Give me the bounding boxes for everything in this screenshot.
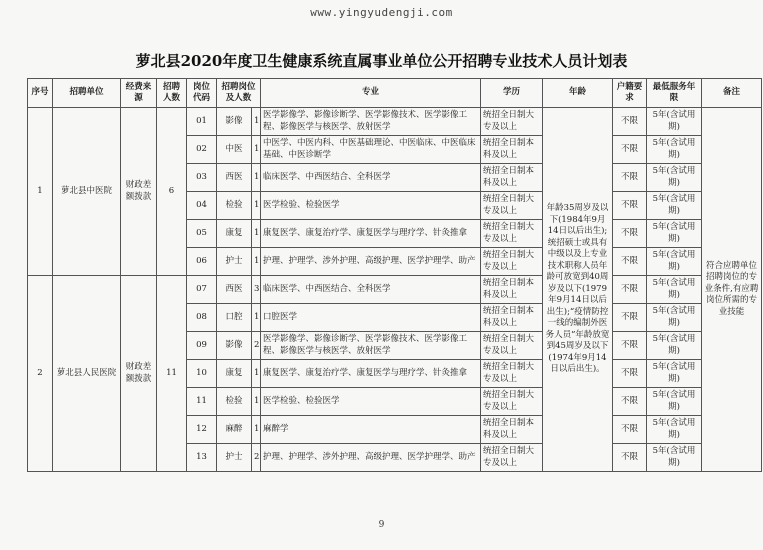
watermark-url: www.yingyudengji.com [310, 6, 453, 19]
header-age: 年龄 [543, 79, 613, 108]
cell-education: 统招全日制大专及以上 [481, 444, 543, 472]
cell-post-code: 07 [187, 276, 217, 304]
cell-post-code: 12 [187, 416, 217, 444]
cell-post-name: 检验 [217, 388, 252, 416]
cell-post-code: 10 [187, 360, 217, 388]
cell-education: 统招全日制本科及以上 [481, 164, 543, 192]
cell-post-num: 1 [252, 136, 261, 164]
cell-service: 5年(含试用期) [647, 276, 702, 304]
cell-education: 统招全日制大专及以上 [481, 248, 543, 276]
header-remarks: 备注 [702, 79, 762, 108]
cell-education: 统招全日制大专及以上 [481, 192, 543, 220]
cell-hukou: 不限 [613, 108, 647, 136]
cell-service: 5年(含试用期) [647, 360, 702, 388]
cell-post-code: 11 [187, 388, 217, 416]
cell-post-name: 康复 [217, 220, 252, 248]
header-education: 学历 [481, 79, 543, 108]
header-funding: 经费来源 [121, 79, 157, 108]
cell-seq: 2 [28, 276, 53, 472]
cell-post-name: 西医 [217, 164, 252, 192]
cell-funding: 财政差额拨款 [121, 276, 157, 472]
cell-education: 统招全日制本科及以上 [481, 304, 543, 332]
cell-service: 5年(含试用期) [647, 416, 702, 444]
cell-major: 护理、护理学、涉外护理、高级护理、医学护理学、助产 [261, 444, 481, 472]
header-hukou: 户籍要求 [613, 79, 647, 108]
cell-education: 统招全日制本科及以上 [481, 136, 543, 164]
cell-post-num: 3 [252, 276, 261, 304]
cell-hukou: 不限 [613, 388, 647, 416]
cell-service: 5年(含试用期) [647, 108, 702, 136]
cell-post-num: 1 [252, 220, 261, 248]
cell-post-code: 05 [187, 220, 217, 248]
cell-count: 11 [157, 276, 187, 472]
cell-post-name: 护士 [217, 444, 252, 472]
cell-post-name: 麻醉 [217, 416, 252, 444]
cell-post-num: 1 [252, 360, 261, 388]
cell-seq: 1 [28, 108, 53, 276]
header-count: 招聘人数 [157, 79, 187, 108]
cell-post-num: 1 [252, 416, 261, 444]
cell-major: 麻醉学 [261, 416, 481, 444]
cell-unit: 萝北县中医院 [53, 108, 121, 276]
cell-remarks: 符合应聘单位招聘岗位的专业条件,有应聘岗位所需的专业技能 [702, 108, 762, 472]
cell-post-name: 护士 [217, 248, 252, 276]
cell-service: 5年(含试用期) [647, 220, 702, 248]
cell-education: 统招全日制大专及以上 [481, 388, 543, 416]
header-major: 专业 [261, 79, 481, 108]
cell-post-num: 1 [252, 304, 261, 332]
cell-education: 统招全日制大专及以上 [481, 332, 543, 360]
cell-hukou: 不限 [613, 360, 647, 388]
cell-education: 统招全日制大专及以上 [481, 108, 543, 136]
cell-hukou: 不限 [613, 248, 647, 276]
cell-major: 临床医学、中西医结合、全科医学 [261, 164, 481, 192]
cell-major: 口腔医学 [261, 304, 481, 332]
cell-service: 5年(含试用期) [647, 164, 702, 192]
table-row [28, 276, 762, 304]
cell-post-code: 06 [187, 248, 217, 276]
cell-post-num: 1 [252, 192, 261, 220]
cell-unit: 萝北县人民医院 [53, 276, 121, 472]
header-seq: 序号 [28, 79, 53, 108]
cell-service: 5年(含试用期) [647, 332, 702, 360]
cell-post-code: 13 [187, 444, 217, 472]
cell-service: 5年(含试用期) [647, 248, 702, 276]
header-post-count: 招聘岗位及人数 [217, 79, 261, 108]
cell-service: 5年(含试用期) [647, 388, 702, 416]
cell-hukou: 不限 [613, 416, 647, 444]
cell-post-name: 影像 [217, 108, 252, 136]
cell-post-num: 1 [252, 388, 261, 416]
cell-major: 医学影像学、影像诊断学、医学影像技术、医学影像工程、影像医学与核医学、放射医学 [261, 332, 481, 360]
cell-education: 统招全日制大专及以上 [481, 360, 543, 388]
header-service: 最低服务年限 [647, 79, 702, 108]
cell-education: 统招全日制大专及以上 [481, 220, 543, 248]
header-unit: 招聘单位 [53, 79, 121, 108]
cell-post-name: 康复 [217, 360, 252, 388]
cell-post-name: 口腔 [217, 304, 252, 332]
cell-major: 康复医学、康复治疗学、康复医学与理疗学、针灸推拿 [261, 220, 481, 248]
cell-major: 护理、护理学、涉外护理、高级护理、医学护理学、助产 [261, 248, 481, 276]
cell-hukou: 不限 [613, 164, 647, 192]
cell-major: 医学影像学、影像诊断学、医学影像技术、医学影像工程、影像医学与核医学、放射医学 [261, 108, 481, 136]
cell-post-num: 2 [252, 444, 261, 472]
cell-hukou: 不限 [613, 276, 647, 304]
cell-post-name: 影像 [217, 332, 252, 360]
cell-service: 5年(含试用期) [647, 444, 702, 472]
cell-hukou: 不限 [613, 192, 647, 220]
table-row [28, 108, 762, 136]
cell-hukou: 不限 [613, 304, 647, 332]
cell-post-name: 西医 [217, 276, 252, 304]
cell-education: 统招全日制本科及以上 [481, 276, 543, 304]
cell-post-code: 08 [187, 304, 217, 332]
cell-post-num: 1 [252, 248, 261, 276]
cell-hukou: 不限 [613, 332, 647, 360]
cell-post-name: 检验 [217, 192, 252, 220]
cell-service: 5年(含试用期) [647, 192, 702, 220]
cell-major: 医学检验、检验医学 [261, 388, 481, 416]
cell-post-code: 02 [187, 136, 217, 164]
cell-age: 年龄35周岁及以下(1984年9月14日以后出生);统招硕士或具有中级以及上专业技术职称人员年龄可放宽到40周岁及以下(1979年9月14日以后出生);“疫情防控一线的编制外医务人员”年龄放宽到45周岁及以下(1974年9月14日以后出生)。 [543, 108, 613, 472]
cell-major: 康复医学、康复治疗学、康复医学与理疗学、针灸推拿 [261, 360, 481, 388]
cell-post-code: 04 [187, 192, 217, 220]
table-header-row [28, 79, 762, 108]
cell-education: 统招全日制本科及以上 [481, 416, 543, 444]
cell-post-num: 2 [252, 332, 261, 360]
cell-major: 医学检验、检验医学 [261, 192, 481, 220]
cell-hukou: 不限 [613, 136, 647, 164]
cell-service: 5年(含试用期) [647, 136, 702, 164]
recruitment-plan-table [27, 78, 762, 472]
cell-post-code: 03 [187, 164, 217, 192]
cell-hukou: 不限 [613, 220, 647, 248]
page-title: 萝北县2020年度卫生健康系统直属事业单位公开招聘专业技术人员计划表 [135, 52, 628, 70]
page-number: 9 [378, 520, 385, 530]
cell-hukou: 不限 [613, 444, 647, 472]
cell-post-code: 09 [187, 332, 217, 360]
cell-post-code: 01 [187, 108, 217, 136]
cell-major: 临床医学、中西医结合、全科医学 [261, 276, 481, 304]
table-body [28, 108, 762, 472]
cell-post-name: 中医 [217, 136, 252, 164]
cell-funding: 财政差额拨款 [121, 108, 157, 276]
cell-service: 5年(含试用期) [647, 304, 702, 332]
cell-post-num: 1 [252, 108, 261, 136]
cell-major: 中医学、中医内科、中医基础理论、中医临床、中医临床基础、中医诊断学 [261, 136, 481, 164]
cell-count: 6 [157, 108, 187, 276]
cell-post-num: 1 [252, 164, 261, 192]
header-post-code: 岗位代码 [187, 79, 217, 108]
